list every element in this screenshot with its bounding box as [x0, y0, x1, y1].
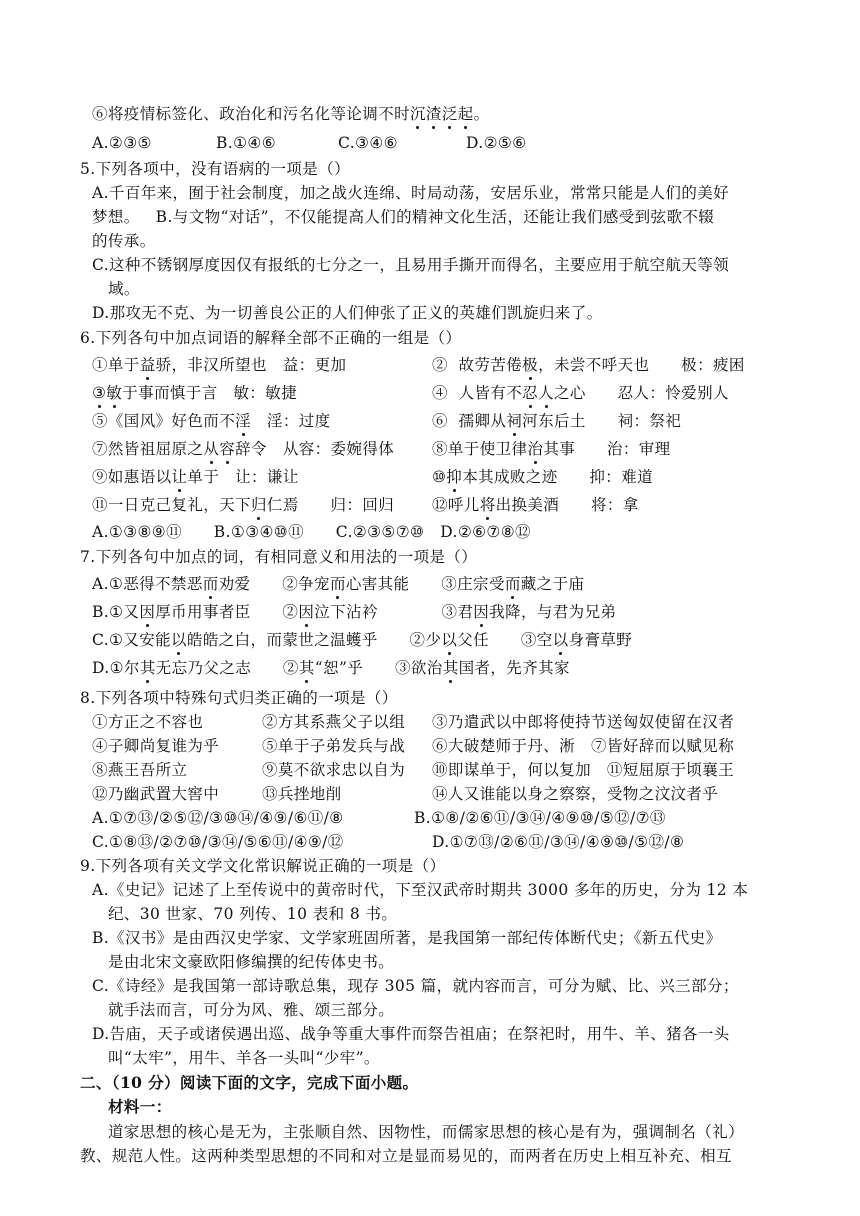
q8-item: ⑧燕王吾所立 — [92, 761, 188, 779]
q5-option-b-line2: 的传承。 — [92, 232, 156, 250]
q8-item: ⑥大破楚师于丹、淅 ⑦皆好辞而以赋见称 — [432, 737, 735, 755]
q8-option-d: D.①⑦⑬/②⑥⑪/③⑭/④⑨⑩/⑤⑫/⑧ — [432, 833, 685, 851]
q6-item-7: ⑦然皆祖屈原之从容辞令 从容：委婉得体 — [92, 440, 395, 458]
q6-item-2: ② 故劳苦倦极，未尝不呼天也 极：疲困 — [432, 356, 745, 374]
material-1-paragraph-line2: 教、规范人性。这两种类型思想的不同和对立是显而易见的，而两者在历史上相互补充、相互 — [80, 1147, 732, 1165]
q5-option-a-b-line: 梦想。 B.与文物“对话”，不仅能提高人们的精神文化生活，还能让我们感受到弦歌不辍 — [92, 208, 715, 226]
q7-option-d: D.①尔其无忘乃父之志 ②其“恕”乎 ③欲治其国者，先齐其家 — [92, 659, 570, 677]
q8-stem: 8.下列各项中特殊句式归类正确的一项是（） — [80, 689, 398, 707]
q8-item: ⑤单于子弟发兵与战 — [262, 737, 406, 755]
q4-option-b: B.①④⑥ — [216, 134, 277, 152]
q7-stem: 7.下列各句中加点的词，有相同意义和用法的一项是（） — [80, 548, 478, 566]
q5-option-d: D.那攻无不克、为一切善良公正的人们伸张了正义的英雄们凯旋归来了。 — [92, 304, 603, 322]
q4-option-a: A.②③⑤ — [92, 134, 152, 152]
q6-item-8: ⑧单于使卫律治其事 治：审理 — [432, 440, 671, 458]
q7-option-c: C.①又安能以皓皓之白，而蒙世之温蠖乎 ②少以父任 ③空以身膏草野 — [92, 631, 633, 649]
q6-item-6: ⑥ 孺卿从祠河东后土 祠：祭祀 — [432, 412, 682, 430]
q4-option-d: D.②⑤⑥ — [466, 134, 527, 152]
q9-option-a-line1: A.《史记》记述了上至传说中的黄帝时代，下至汉武帝时期共 3000 多年的历史，分为 12 本 — [92, 881, 749, 899]
q6-item-11: ⑪一日克己复礼，天下归仁焉 归：回归 — [92, 496, 395, 514]
q4-item-6: ⑥将疫情标签化、政治化和污名化等论调不时沉渣泛起。 — [92, 105, 490, 123]
q9-option-a-line2: 纪、30 世家、70 列传、10 表和 8 书。 — [108, 905, 398, 923]
q9-option-d-line2: 叫“太牢”，用牛、羊各一头叫“少牢”。 — [108, 1049, 380, 1067]
q8-option-a: A.①⑦⑬/②⑤⑫/③⑩⑭/④⑨/⑥⑪/⑧ — [92, 809, 344, 827]
section-2-heading: 二、（10 分）阅读下面的文字，完成下面小题。 — [80, 1073, 419, 1092]
q6-item-5: ⑤《国风》好色而不淫 淫：过度 — [92, 412, 331, 430]
q9-option-c-line1: C.《诗经》是我国第一部诗歌总集，现存 305 篇，就内容而言，可分为赋、比、兴三部分； — [92, 977, 739, 995]
q8-option-b: B.①⑧/②⑥⑪/③⑭/④⑨⑩/⑤⑫/⑦⑬ — [414, 809, 666, 827]
q9-option-b-line1: B.《汉书》是由西汉史学家、文学家班固所著，是我国第一部纪传体断代史；《新五代史》 — [92, 929, 722, 947]
q5-option-c-line1: C.这种不锈钢厚度因仅有报纸的七分之一，且易用手撕开而得名，主要应用于航空航天等领 — [92, 256, 730, 274]
q8-item: ⑫乃幽武置大窖中 — [92, 785, 220, 803]
q8-item: ⑬兵挫地削 — [262, 785, 342, 803]
q8-item: ②方其系燕父子以组 — [262, 713, 406, 731]
q6-stem: 6.下列各句中加点词语的解释全部不正确的一组是（） — [80, 329, 462, 347]
q6-item-9: ⑨如惠语以让单于 让：谦让 — [92, 468, 299, 486]
q7-option-b: B.①又因厚币用事者臣 ②因泣下沾衿 ③君因我降，与君为兄弟 — [92, 603, 617, 621]
material-1-label: 材料一： — [108, 1097, 172, 1116]
material-1-paragraph-line1: 道家思想的核心是无为，主张顺自然、因物性，而儒家思想的核心是有为，强调制名（礼） — [108, 1123, 745, 1141]
q8-item: ⑩即谋单于，何以复加 ⑪短屈原于顷襄王 — [432, 761, 735, 779]
q8-item: ④子卿尚复谁为乎 — [92, 737, 220, 755]
q6-options: A.①③⑧⑨⑪ B.①③④⑩⑪ C.②③⑤⑦⑩ D.②⑥⑦⑧⑫ — [92, 523, 531, 541]
q5-option-a-line1: A.千百年来，囿于社会制度，加之战火连绵、时局动荡，安居乐业，常常只能是人们的美好 — [92, 184, 730, 202]
q6-item-12: ⑫呼儿将出换美酒 将：拿 — [432, 496, 639, 514]
q6-item-4: ④ 人皆有不忍人之心 忍人：怜爱别人 — [432, 384, 729, 402]
q8-option-c: C.①⑧⑬/②⑦⑩/③⑭/⑤⑥⑪/④⑨/⑫ — [92, 833, 344, 851]
q8-item: ①方正之不容也 — [92, 713, 204, 731]
q8-item: ⑨莫不欲求忠以自为 — [262, 761, 406, 779]
q6-item-1: ①单于益骄，非汉所望也 益：更加 — [92, 356, 347, 374]
q9-stem: 9.下列各项有关文学文化常识解说正确的一项是（） — [80, 857, 446, 875]
q5-option-c-line2: 域。 — [108, 280, 140, 298]
q9-option-c-line2: 就手法而言，可分为风、雅、颂三部分。 — [108, 1001, 395, 1019]
q6-item-3: ③敏于事而慎于言 敏：敏捷 — [92, 384, 298, 402]
q5-stem: 5.下列各项中，没有语病的一项是（） — [80, 160, 350, 178]
q9-option-b-line2: 是由北宋文豪欧阳修编撰的纪传体史书。 — [108, 953, 395, 971]
q4-option-c: C.③④⑥ — [338, 134, 398, 152]
q6-item-10: ⑩抑本其成败之迹 抑：难道 — [432, 468, 654, 486]
q7-option-a: A.①恶得不禁恶而劝爱 ②争宠而心害其能 ③庄宗受而藏之于庙 — [92, 575, 585, 593]
q9-option-d-line1: D.告庙，天子或诸侯遇出巡、战争等重大事件而祭告祖庙；在祭祀时，用牛、羊、猪各一头 — [92, 1025, 730, 1043]
q8-item: ③乃遣武以中郎将使持节送匈奴使留在汉者 — [432, 713, 735, 731]
q8-item: ⑭人又谁能以身之察察，受物之汶汶者乎 — [432, 785, 719, 803]
